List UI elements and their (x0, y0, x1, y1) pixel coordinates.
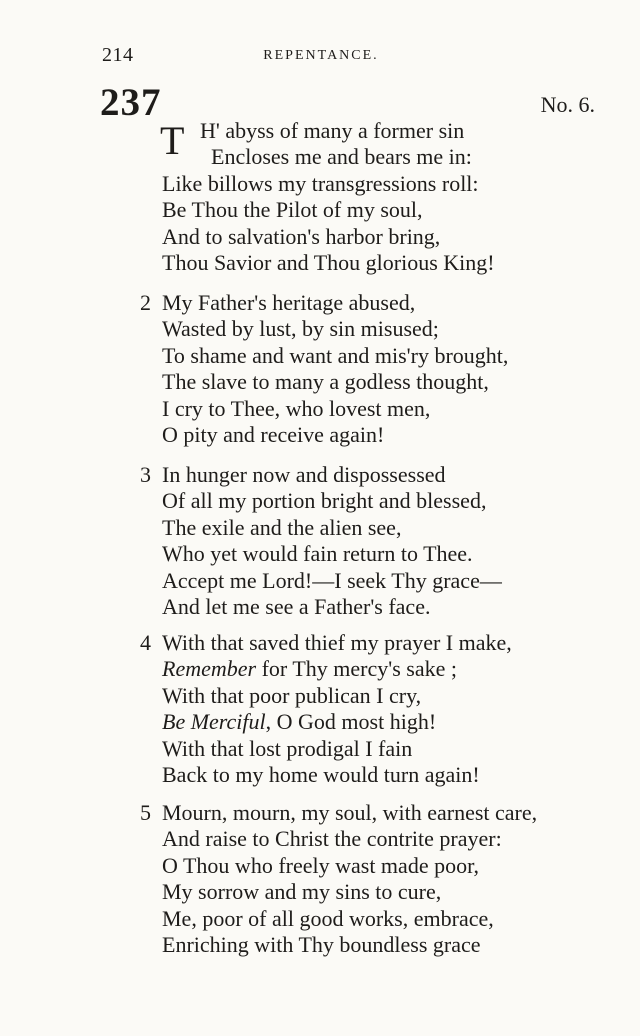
stanza-line: And raise to Christ the contrite prayer: (162, 826, 502, 852)
stanza-line: With that lost prodigal I fain (162, 735, 413, 761)
stanza-2 (140, 290, 632, 448)
running-head: REPENTANCE. (263, 48, 379, 63)
stanza-line: Encloses me and bears me in: (211, 144, 472, 170)
page-header (102, 44, 540, 74)
stanza-line: And to salvation's harbor bring, (162, 223, 441, 249)
stanza-line: Mourn, mourn, my soul, with earnest care, (162, 800, 538, 825)
page-number: 214 (102, 44, 134, 66)
stanza-line: Who yet would fain return to Thee. (162, 541, 473, 567)
stanza-line: To shame and want and mis'ry brought, (162, 342, 509, 368)
drop-cap: T (160, 118, 185, 163)
stanza-line (162, 709, 632, 735)
stanza-line: O pity and receive again! (162, 421, 385, 447)
stanza-line-text: , O God most high! (265, 709, 437, 735)
stanza-line: Wasted by lust, by sin misused; (162, 316, 439, 342)
italic-phrase: Be Merciful (162, 709, 266, 735)
italic-word: Remember (162, 656, 257, 682)
stanza-line-text: for Thy mercy's sake ; (261, 656, 457, 682)
stanza-number: 3 (140, 462, 151, 487)
stanza-line: Accept me Lord!—I seek Thy grace— (162, 567, 502, 593)
stanza-line: In hunger now and dispossessed (162, 462, 446, 487)
stanza-number: 2 (140, 290, 151, 315)
stanza-line: Thou Savior and Thou glorious King! (162, 249, 495, 275)
stanza-line: Me, poor of all good works, embrace, (162, 905, 494, 931)
stanza-line: With that saved thief my prayer I make, (162, 630, 512, 655)
stanza-line: The exile and the alien see, (162, 514, 402, 540)
stanza-line: And let me see a Father's face. (162, 593, 431, 619)
stanza-line: My Father's heritage abused, (162, 290, 416, 315)
stanza-line: Be Thou the Pilot of my soul, (162, 197, 423, 223)
stanza-line (162, 656, 632, 682)
tune-number: No. 6. (540, 92, 595, 117)
stanza-line: Of all my portion bright and blessed, (162, 488, 487, 514)
stanza-line: Enriching with Thy boundless grace (162, 931, 481, 957)
stanza-5 (140, 800, 632, 958)
stanza-line: I cry to Thee, who lovest men, (162, 395, 431, 421)
stanza-number: 4 (140, 630, 151, 655)
stanza-line: O Thou who freely wast made poor, (162, 852, 480, 878)
stanza-3 (140, 462, 632, 620)
stanza-line: Back to my home would turn again! (162, 761, 480, 787)
stanza-number: 5 (140, 800, 151, 825)
stanza-line: Like billows my transgressions roll: (162, 170, 479, 196)
stanza-4 (140, 630, 632, 788)
stanza-line: H' abyss of many a former sin (200, 118, 465, 143)
stanza-line: My sorrow and my sins to cure, (162, 879, 442, 905)
stanza-line: The slave to many a godless thought, (162, 369, 489, 395)
hymn-number: 237 (100, 81, 162, 124)
stanza-line: With that poor publican I cry, (162, 682, 422, 708)
stanza-1 (162, 118, 632, 276)
